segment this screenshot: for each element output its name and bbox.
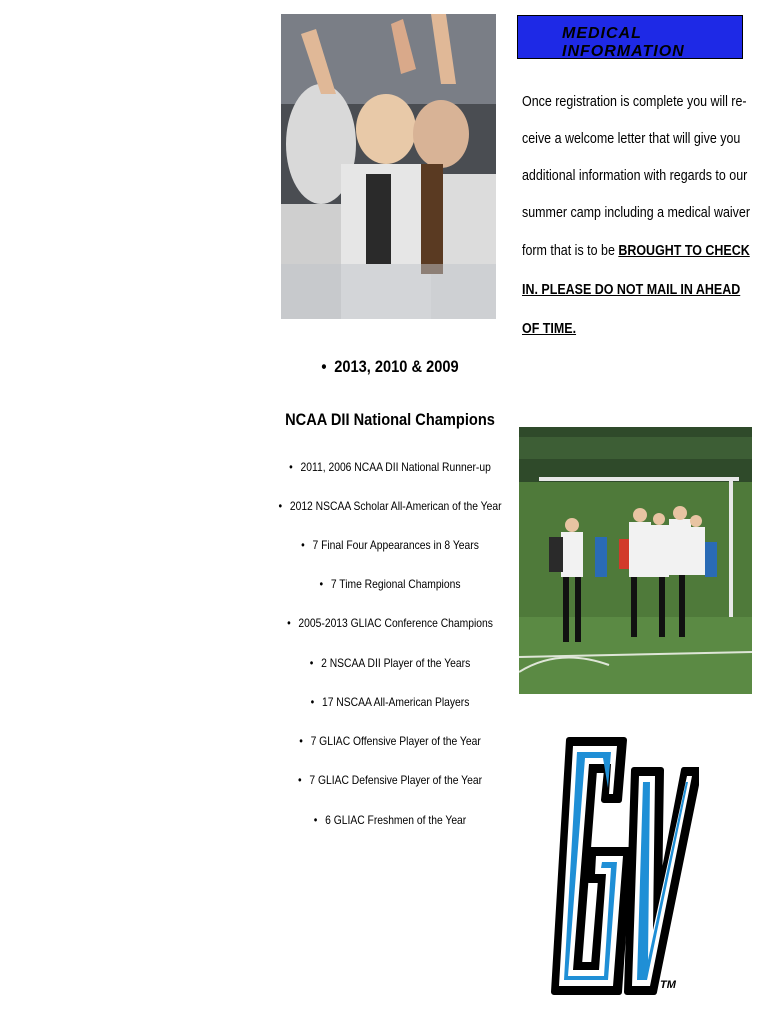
bullet-icon: •	[297, 773, 302, 787]
achievement-item-text: 2011, 2006 NCAA DII National Runner-up	[300, 460, 491, 474]
achievement-item	[244, 616, 536, 630]
achievement-item-text: 17 NSCAA All-American Players	[321, 695, 470, 709]
achievement-item-text: 7 GLIAC Offensive Player of the Year	[310, 734, 481, 748]
bullet-icon: •	[321, 357, 327, 376]
gv-logo	[549, 730, 699, 995]
achievement-item-text: 2005-2013 GLIAC Conference Champions	[298, 616, 493, 630]
achievement-item-text: 6 GLIAC Freshmen of the Year	[325, 813, 467, 827]
bullet-icon: •	[301, 538, 305, 552]
achievement-item-text: 2012 NSCAA Scholar All-American of the Year	[289, 499, 502, 513]
medical-text-line-3: additional information with regards to our	[522, 168, 748, 184]
medical-text-line-6: IN. PLEASE DO NOT MAIL IN AHEAD	[522, 282, 741, 298]
achievement-item	[244, 656, 536, 670]
bullet-icon: •	[313, 813, 318, 827]
medical-text-line-2: ceive a welcome letter that will give you	[522, 131, 741, 147]
achievement-item-text: 7 GLIAC Defensive Player of the Year	[309, 773, 483, 787]
medical-information-title: MEDICAL INFORMATION	[562, 25, 685, 60]
achievement-item-text: 7 Time Regional Champions	[330, 577, 461, 591]
achievement-item	[244, 538, 536, 552]
bullet-icon: •	[309, 656, 314, 670]
achievement-item	[244, 499, 536, 513]
medical-text-line-5	[522, 242, 750, 260]
achievement-item	[244, 695, 536, 709]
team-celebration-photo	[281, 14, 496, 319]
medical-information-header	[517, 15, 743, 59]
achievement-item-text: 7 Final Four Appearances in 8 Years	[312, 538, 479, 552]
achievement-item	[244, 577, 536, 591]
achievement-item-text: 2 NSCAA DII Player of the Years	[321, 656, 471, 670]
soccer-team-huddle-photo	[519, 427, 752, 694]
bullet-icon: •	[278, 499, 283, 513]
bullet-icon: •	[289, 460, 293, 474]
achievement-headline-title: NCAA DII National Champions	[285, 410, 495, 429]
achievement-years-text: 2013, 2010 & 2009	[334, 357, 459, 376]
achievement-headline-years	[244, 357, 536, 377]
bullet-icon: •	[310, 695, 315, 709]
trademark-symbol: TM	[660, 979, 676, 991]
achievement-item	[244, 460, 536, 474]
bullet-icon: •	[299, 734, 303, 748]
achievement-item	[244, 734, 536, 748]
medical-text-plain: form that is to be	[522, 243, 619, 259]
medical-text-line-1: Once registration is complete you will re-	[522, 94, 747, 110]
medical-text-line-7: OF TIME.	[522, 321, 577, 337]
medical-text-line-4: summer camp including a medical waiver	[522, 205, 751, 221]
bullet-icon: •	[319, 577, 324, 591]
bullet-icon: •	[287, 616, 291, 630]
medical-text-emphasis: BROUGHT TO CHECK	[618, 243, 750, 259]
achievement-item	[244, 773, 536, 787]
achievement-item	[244, 813, 536, 827]
